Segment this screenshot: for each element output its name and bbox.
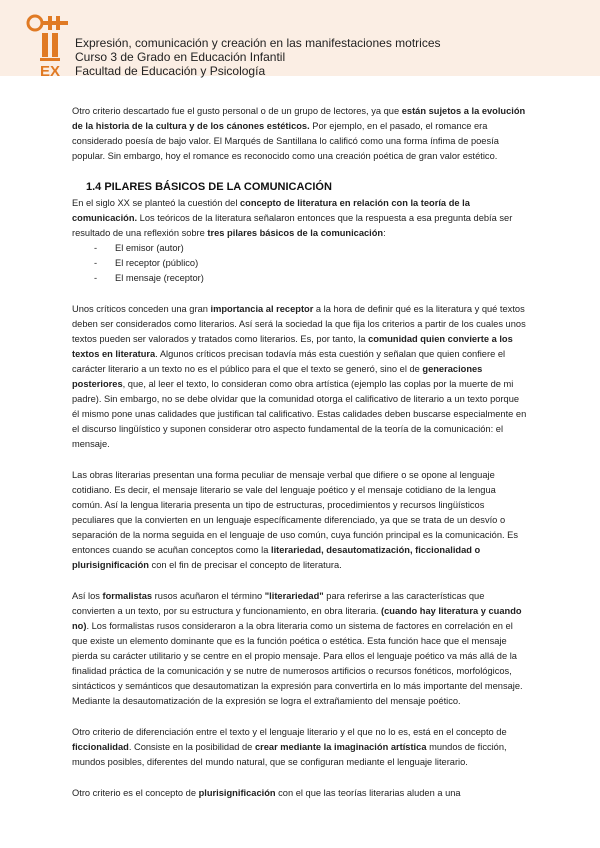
- list-item: - El mensaje (receptor): [94, 271, 528, 286]
- paragraph-1: Otro criterio descartado fue el gusto personal o de un grupo de lectores, ya que están sujetos a la evolución de la historia de la cultura y de los cánones estéticos. Por ejemplo, en el pasado, el romance era considerado poesía de bajo valor. El Marqués de Santillana lo calificó como una forma ínfima de poesía popular. Sin embargo, hoy el romance es reconocido como una creación poética de gran valor estético.: [72, 106, 526, 161]
- course-degree: Curso 3 de Grado en Educación Infantil: [75, 50, 286, 64]
- paragraph-4: Las obras literarias presentan una forma peculiar de mensaje verbal que difiere o se opone al lenguaje cotidiano. Es decir, el mensaje literario se vale del lenguaje poético y el mensaje cotidiano de la lengua común. Así la lengua literaria presenta un tipo de estructuras, procedimientos y recursos lingüísticos peculiares que la convierten en un lenguaje específicamente diferenciado, ya que se trata de un desvío o separación de la norma seguida en el lenguaje de uso común, cuya función principal es la comunicación. Es entonces cuando se acuñan conceptos como la literariedad, desautomatización, ficcionalidad o plurisignificación con el fin de precisar el concepto de literatura.: [72, 470, 519, 570]
- bullet-list: [72, 241, 528, 286]
- paragraph-7: Otro criterio es el concepto de plurisignificación con el que las teorías literarias aluden a una: [72, 788, 461, 798]
- paragraph-5: Así los formalistas rusos acuñaron el término "literariedad" para referirse a las características que convierten a un texto, por su estructura y funcionamiento, en obra literaria. (cuando hay literatura y cuando no). Los formalistas rusos consideraron a la obra literaria como un sistema de factores en correlación en el que existe un elemento dominante que es la función poética o estética. Esta función hace que el mensaje pierda su carácter utilitario y se centre en el propio mensaje. Para ellos el lenguaje poético va más allá de la finalidad práctica de la comunicación y se nutre de numerosos artificios o recursos fonéticos, morfológicos, sintácticos y semánticos que desautomatizan la expresión para convertirla en lo más importante del mensaje. Mediante la desautomatización de la expresión se logra el extrañamiento del mensaje poético.: [72, 591, 523, 706]
- paragraph-2: En el siglo XX se planteó la cuestión del concepto de literatura en relación con la teoría de la comunicación. Los teóricos de la literatura señalaron entonces que la respuesta a esa pregunta debía ser resultado de una reflexión sobre tres pilares básicos de la comunicación:: [72, 198, 513, 238]
- section-title: 1.4 PILARES BÁSICOS DE LA COMUNICACIÓN: [86, 181, 332, 193]
- list-item: - El emisor (autor): [94, 241, 528, 256]
- course-subject: Expresión, comunicación y creación en las manifestaciones motrices: [75, 36, 441, 50]
- header-text: [75, 36, 441, 78]
- list-item: - El receptor (público): [94, 256, 528, 271]
- document-body: [72, 104, 528, 801]
- paragraph-3: Unos críticos conceden una gran importancia al receptor a la hora de definir qué es la literatura y qué textos deben ser considerados como literarios. Así será la sociedad la que fija los criterios a partir de los cuales unos textos pueden ser valorados y tratados como literarios. Es, por tanto, la comunidad quien convierte a los textos en literatura. Algunos críticos precisan todavía más esta cuestión y señalan que quien confiere el carácter literario a un texto no es el público para el que el texto se generó, sino el de generaciones posteriores, que, al leer el texto, lo consideran como obra artística (ejemplo las coplas por la muerte de mi padre). Sin embargo, no se debe olvidar que la comunidad otorga el calificativo de literario a un texto porque él mismo pone unas calidades que justifican tal calificativo. Estas calidades deben buscarse especialmente en el discurso lingüístico y suponen considerar otro aspecto fundamental de la teoría de la comunicación: el mensaje.: [72, 304, 527, 449]
- faculty-name: Facultad de Educación y Psicología: [75, 64, 266, 78]
- page-header: [0, 0, 600, 76]
- logo-text: EX: [39, 63, 61, 78]
- paragraph-6: Otro criterio de diferenciación entre el texto y el lenguaje literario y el que no lo es, está en el concepto de ficcionalidad. Consiste en la posibilidad de crear mediante la imaginación artística mundos de ficción, mundos posibles, diferentes del mundo natural, que se configuran mediante el lenguaje literario.: [72, 727, 507, 767]
- university-logo-icon: [26, 14, 70, 78]
